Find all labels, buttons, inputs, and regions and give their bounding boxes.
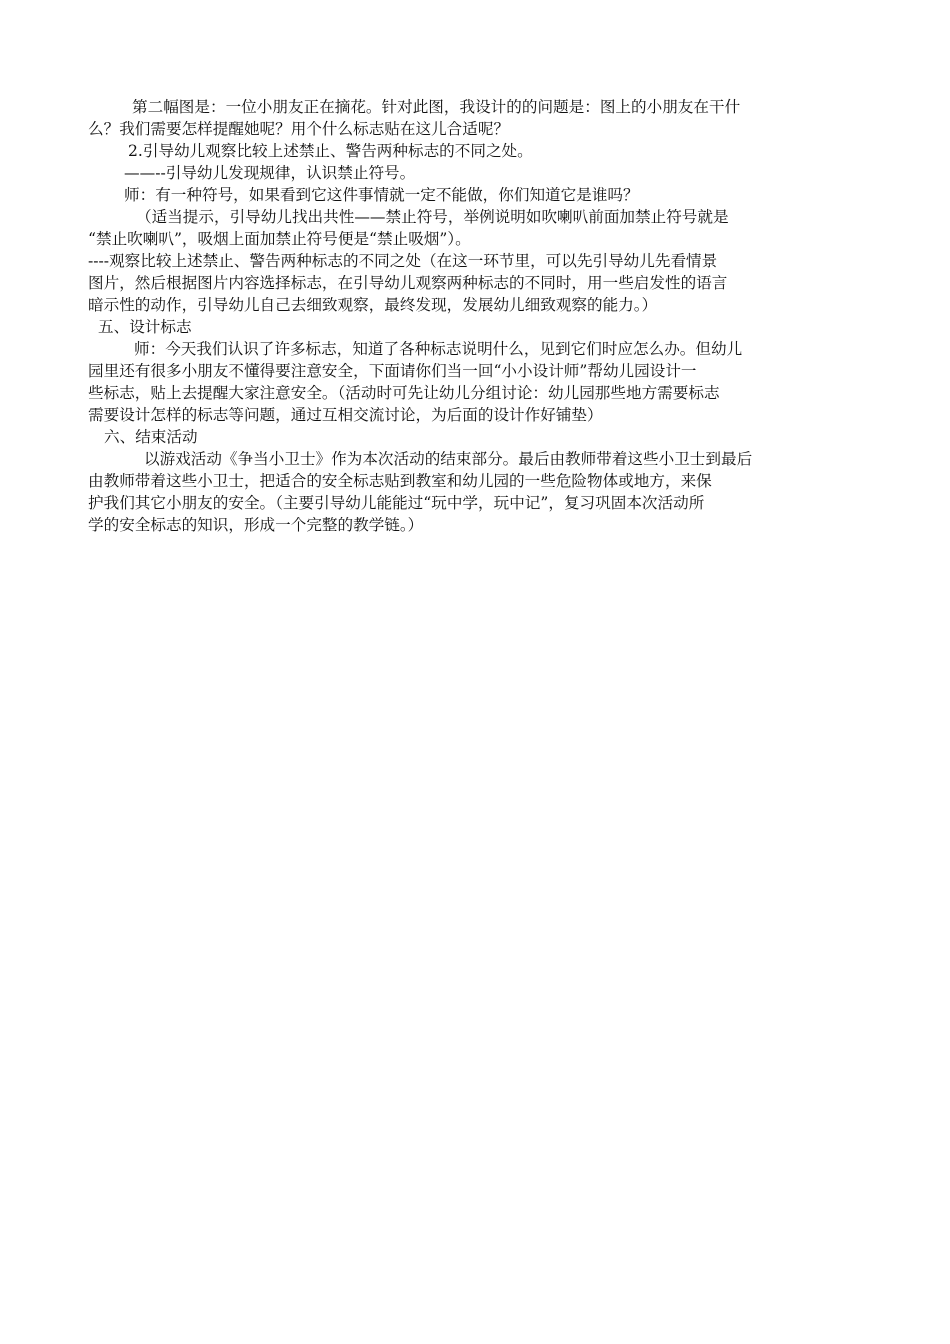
section-heading: 六、结束活动 bbox=[104, 428, 198, 446]
paragraph-line: 学的安全标志的知识，形成一个完整的教学链。） bbox=[88, 516, 424, 534]
paragraph-line: 图片，然后根据图片内容选择标志，在引导幼儿观察两种标志的不同时，用一些启发性的语言 bbox=[88, 274, 728, 292]
section-heading: 五、设计标志 bbox=[98, 318, 192, 336]
paragraph-line: 师：今天我们认识了许多标志，知道了各种标志说明什么，见到它们时应怎么办。但幼儿 bbox=[134, 340, 743, 358]
paragraph-line: 园里还有很多小朋友不懂得要注意安全，下面请你们当一回“小小设计师”帮幼儿园设计一 bbox=[88, 362, 697, 380]
paragraph-line: 些标志，贴上去提醒大家注意安全。（活动时可先让幼儿分组讨论：幼儿园那些地方需要标志 bbox=[88, 384, 720, 402]
paragraph-line: 2.引导幼儿观察比较上述禁止、警告两种标志的不同之处。 bbox=[128, 142, 533, 160]
paragraph-line: 护我们其它小朋友的安全。（主要引导幼儿能能过“玩中学，玩中记”，复习巩固本次活动所 bbox=[88, 494, 705, 512]
paragraph-line: 么？我们需要怎样提醒她呢？用个什么标志贴在这儿合适呢？ bbox=[88, 120, 510, 138]
paragraph-line: 师：有一种符号，如果看到它这件事情就一定不能做，你们知道它是谁吗？ bbox=[124, 186, 639, 204]
paragraph-line: （适当提示，引导幼儿找出共性——禁止符号，举例说明如吹喇叭前面加禁止符号就是 bbox=[136, 208, 729, 226]
paragraph-line: 由教师带着这些小卫士，把适合的安全标志贴到教室和幼儿园的一些危险物体或地方，来保 bbox=[88, 472, 712, 490]
paragraph-line: 需要设计怎样的标志等问题，通过互相交流讨论，为后面的设计作好铺垫） bbox=[88, 406, 603, 424]
paragraph-line: 暗示性的动作，引导幼儿自己去细致观察，最终发现，发展幼儿细致观察的能力。） bbox=[88, 296, 658, 314]
paragraph-line: 第二幅图是：一位小朋友正在摘花。针对此图，我设计的的问题是：图上的小朋友在干什 bbox=[132, 98, 741, 116]
paragraph-line: ——--引导幼儿发现规律，认识禁止符号。 bbox=[124, 164, 416, 182]
paragraph-line: “禁止吹喇叭”，吸烟上面加禁止符号便是“禁止吸烟”）。 bbox=[88, 230, 471, 248]
paragraph-line: ----观察比较上述禁止、警告两种标志的不同之处（在这一环节里，可以先引导幼儿先看情景 bbox=[88, 252, 718, 270]
paragraph-line: 以游戏活动《争当小卫士》作为本次活动的结束部分。最后由教师带着这些小卫士到最后 bbox=[144, 450, 753, 468]
